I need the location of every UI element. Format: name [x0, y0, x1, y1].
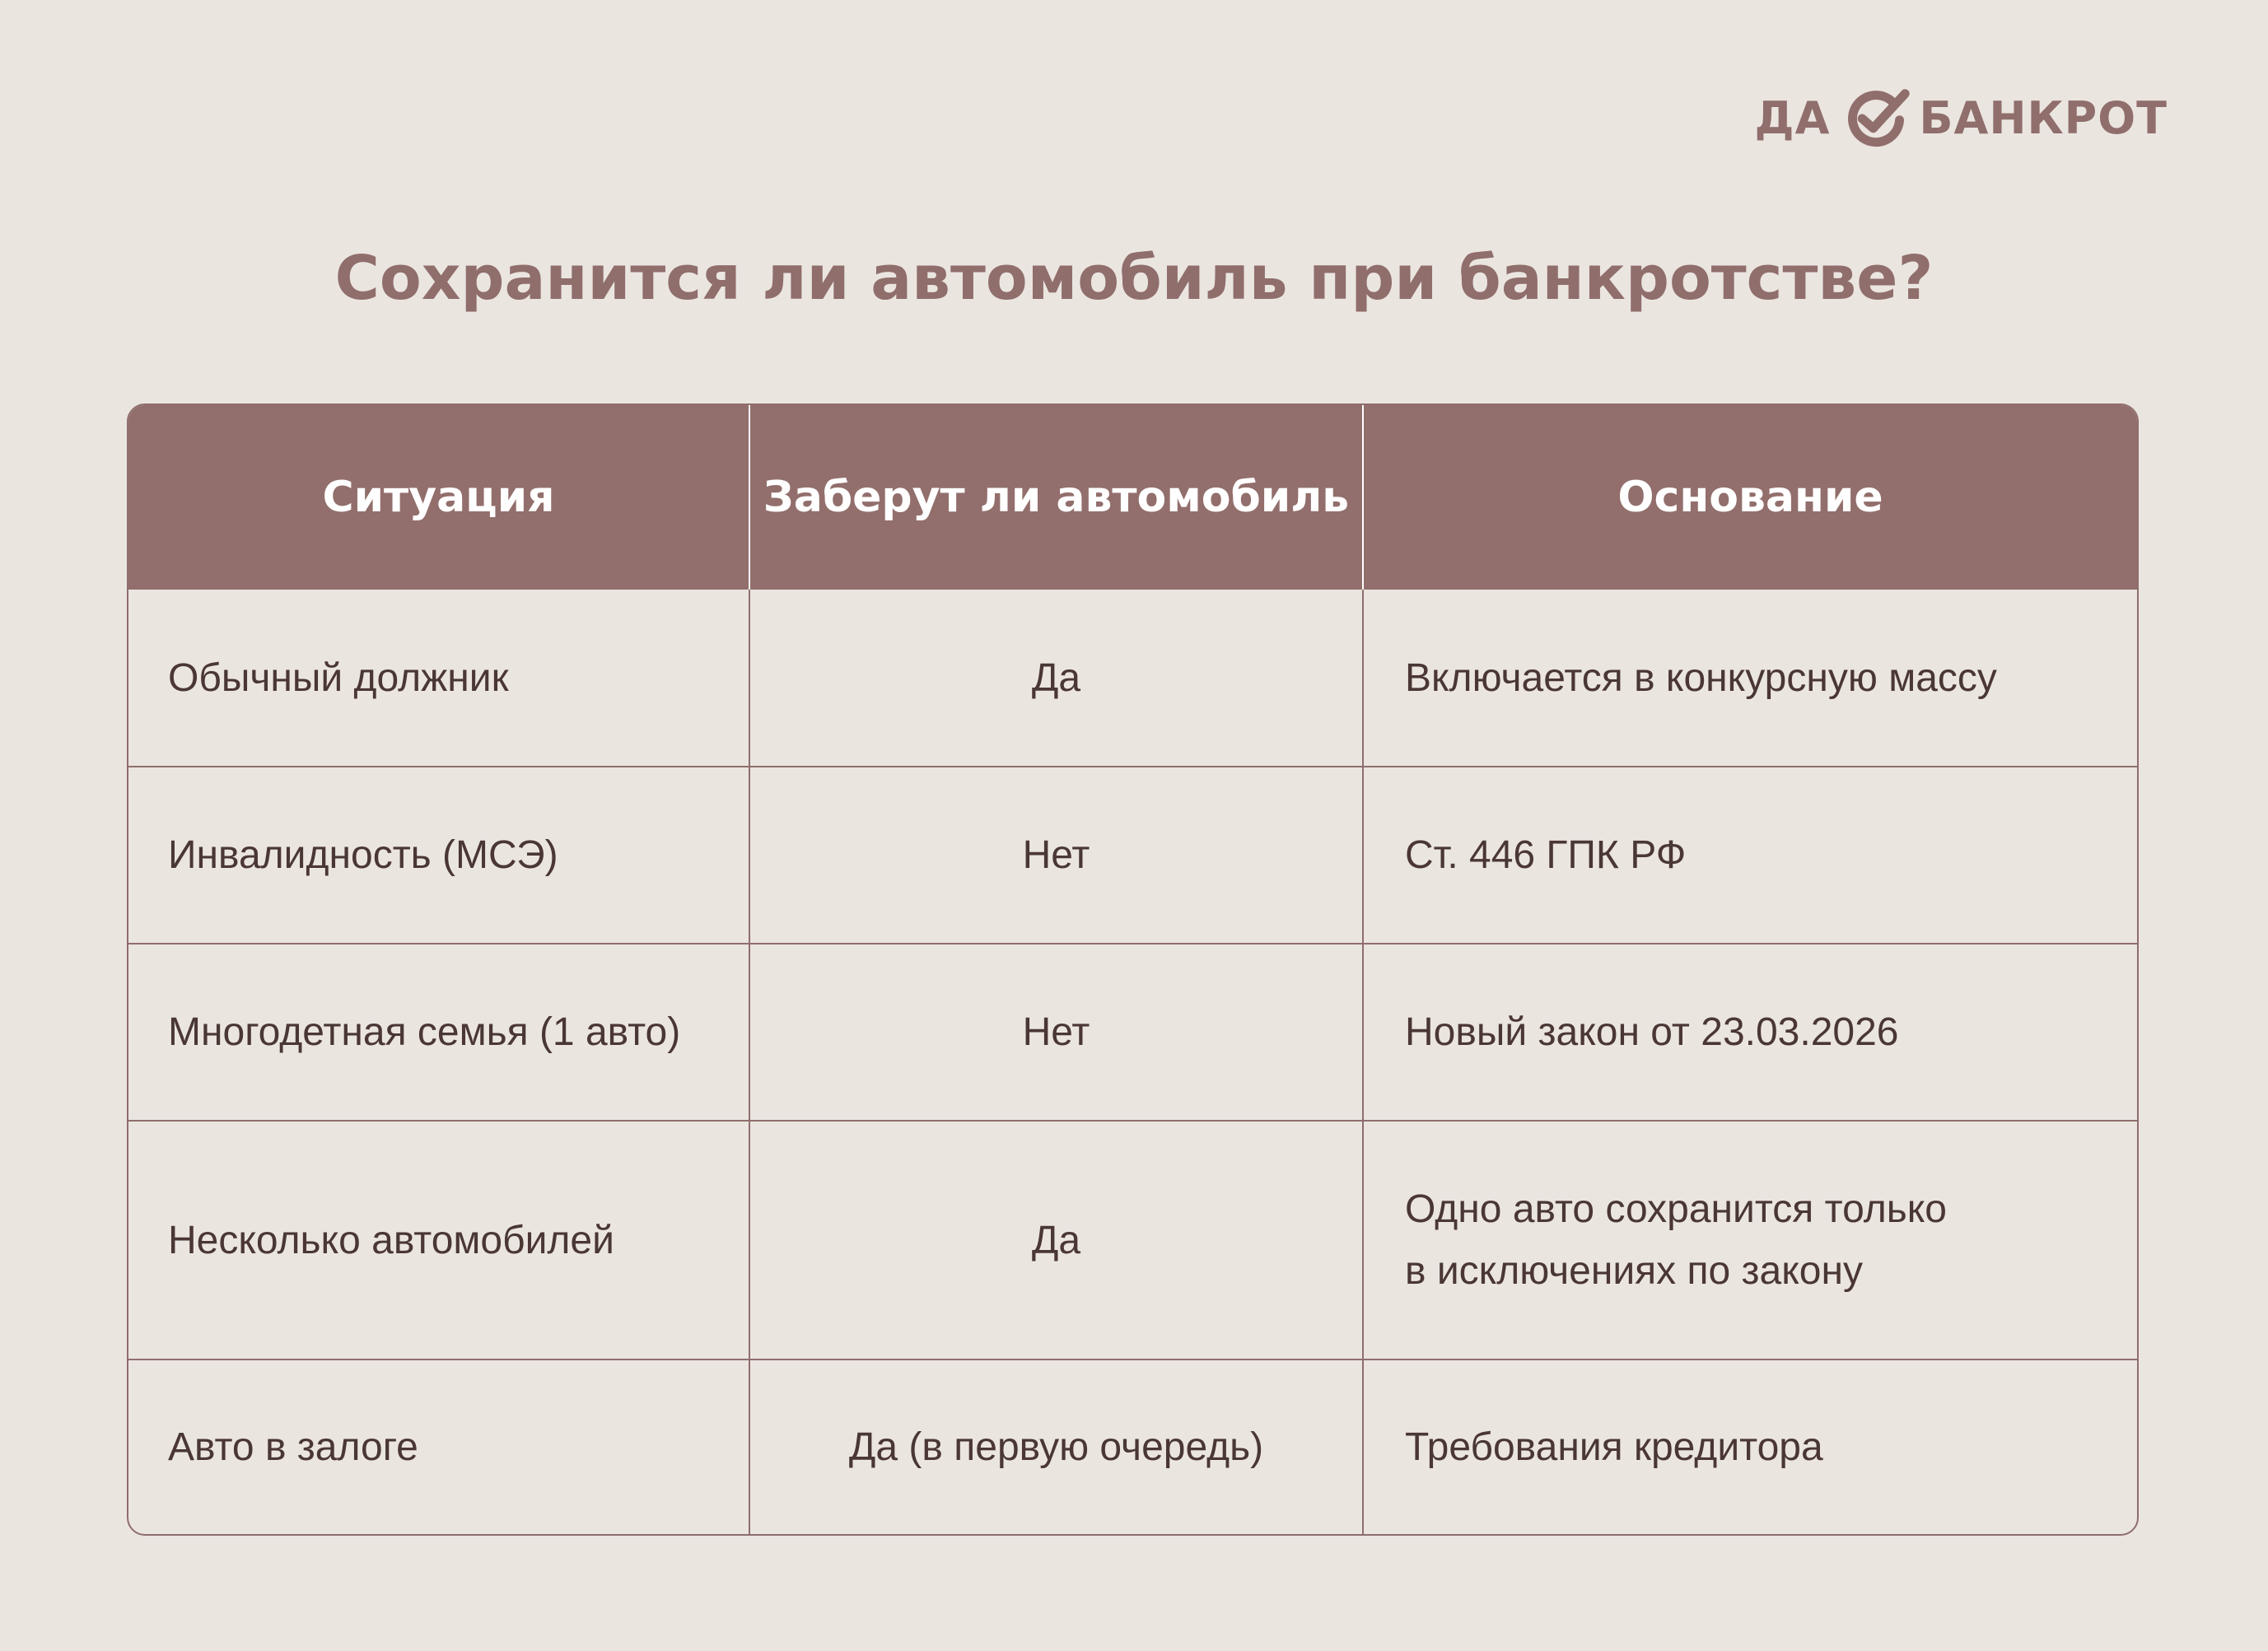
cell-basis [1363, 590, 2137, 767]
basis-line: Требования кредитора [1405, 1425, 1823, 1469]
cell-taken: Да [749, 1121, 1363, 1360]
table-row [128, 944, 2137, 1121]
cell-taken: Нет [749, 944, 1363, 1121]
cell-basis [1363, 1360, 2137, 1534]
logo-word-right: БАНКРОТ [1919, 92, 2168, 144]
basis-line: Одно авто сохранится только [1405, 1187, 1947, 1231]
logo-word-left: ДА [1754, 92, 1831, 144]
header-basis: Основание [1363, 405, 2137, 590]
cell-situation: Авто в залоге [128, 1360, 749, 1534]
cell-taken: Да (в первую очередь) [749, 1360, 1363, 1534]
table-header [128, 405, 2137, 590]
table-row [128, 1360, 2137, 1534]
check-circle-icon [1841, 84, 1911, 153]
cell-basis [1363, 1121, 2137, 1360]
basis-line: Ст. 446 ГПК РФ [1405, 833, 1687, 877]
cell-taken: Нет [749, 767, 1363, 944]
page-title: Сохранится ли автомобиль при банкротстве? [334, 243, 1934, 314]
cell-situation: Инвалидность (МСЭ) [128, 767, 749, 944]
basis-line: Новый закон от 23.03.2026 [1405, 1010, 1899, 1054]
cell-situation: Несколько автомобилей [128, 1121, 749, 1360]
brand-logo [1755, 79, 2168, 158]
table-body [128, 590, 2137, 1534]
comparison-table [127, 403, 2139, 1536]
cell-situation: Многодетная семья (1 авто) [128, 944, 749, 1121]
header-taken: Заберут ли автомобиль [749, 405, 1363, 590]
cell-taken: Да [749, 590, 1363, 767]
cell-basis [1363, 767, 2137, 944]
table-row [128, 767, 2137, 944]
cell-situation: Обычный должник [168, 655, 509, 700]
header-situation: Ситуация [128, 405, 749, 590]
table [128, 405, 2137, 1534]
header-row [128, 405, 2137, 590]
table-row [128, 1121, 2137, 1360]
basis-line: Включается в конкурсную массу [1405, 655, 1997, 700]
basis-line: в исключениях по закону [1405, 1249, 1863, 1293]
cell-basis [1363, 944, 2137, 1121]
table-row [128, 590, 2137, 767]
